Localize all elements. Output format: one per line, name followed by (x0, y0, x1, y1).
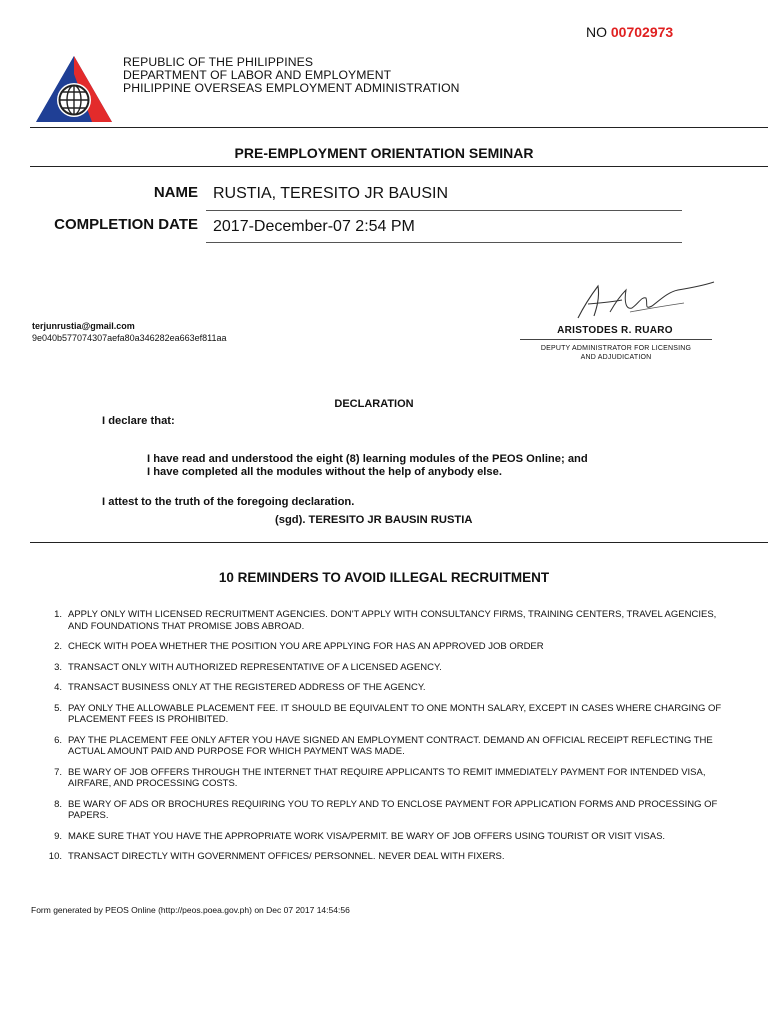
reminder-number: 5. (54, 702, 62, 714)
completion-date-label: COMPLETION DATE (54, 216, 198, 233)
reminder-number: 8. (54, 798, 62, 810)
account-hash: 9e040b577074307aefa80a346282ea663ef811aa (32, 333, 227, 343)
reminder-item (40, 831, 730, 843)
completion-date-value: 2017-December-07 2:54 PM (213, 218, 415, 235)
name-label: NAME (153, 184, 198, 201)
reminder-text: PAY THE PLACEMENT FEE ONLY AFTER YOU HAVE SIGNED AN EMPLOYMENT CONTRACT. DEMAND AN OFFICIAL RECEIPT REFLECTING THE ACTUAL AMOUNT PAID AND PURPOSE FOR WHICH PAYMENT WAS MADE. (68, 734, 713, 757)
reminder-item (40, 662, 730, 674)
reminders-list (40, 609, 730, 872)
reminder-number: 2. (54, 641, 62, 652)
reminder-text: BE WARY OF JOB OFFERS THROUGH THE INTERNET THAT REQUIRE APPLICANTS TO REMIT IMMEDIATELY PAYMENT FOR INTENDED VISA, AIRFARE, AND PROCESSING COSTS. (68, 766, 706, 789)
reminder-text: MAKE SURE THAT YOU HAVE THE APPROPRIATE WORK VISA/PERMIT. BE WARY OF JOB OFFERS USING TOURIST OR VISIT VISAS. (68, 830, 666, 842)
agency-republic: REPUBLIC OF THE PHILIPPINES (123, 55, 314, 69)
reminder-item (40, 609, 730, 632)
reminder-number: 1. (54, 609, 62, 620)
declaration-heading: DECLARATION (334, 398, 414, 410)
reminder-item (40, 641, 730, 653)
poea-logo-icon (34, 54, 114, 124)
name-underline (206, 210, 682, 211)
reminder-item (40, 735, 730, 758)
divider-title (30, 166, 768, 167)
reminder-text: APPLY ONLY WITH LICENSED RECRUITMENT AGENCIES. DON'T APPLY WITH CONSULTANCY FIRMS, TRAINING CENTERS, TRAVEL AGENCIES, AND FOUNDATIONS THAT PROMISE JOBS ABROAD. (68, 609, 717, 632)
reminder-item (40, 703, 730, 726)
reminder-text: PAY ONLY THE ALLOWABLE PLACEMENT FEE. IT SHOULD BE EQUIVALENT TO ONE MONTH SALARY, EXCEPT IN CASES WHERE CHARGING OF PLACEMENT FEES IS PROHIBITED. (68, 702, 722, 725)
declaration-intro: I declare that: (102, 415, 175, 427)
signatory-name: ARISTODES R. RUARO (557, 325, 673, 336)
name-value: RUSTIA, TERESITO JR BAUSIN (213, 185, 449, 202)
reminder-text: TRANSACT ONLY WITH AUTHORIZED REPRESENTATIVE OF A LICENSED AGENCY. (68, 661, 442, 673)
signature-graphic (560, 276, 720, 324)
divider-declaration (30, 542, 768, 543)
certificate-number-value: 00702973 (610, 24, 674, 40)
certificate-number (586, 24, 673, 40)
divider-top (30, 127, 768, 128)
reminders-title: 10 REMINDERS TO AVOID ILLEGAL RECRUITMENT (218, 570, 550, 585)
reminder-item (40, 799, 730, 822)
seminar-title: PRE-EMPLOYMENT ORIENTATION SEMINAR (234, 145, 534, 161)
completion-date-underline (206, 242, 682, 243)
reminder-text: TRANSACT DIRECTLY WITH GOVERNMENT OFFICES/ PERSONNEL. NEVER DEAL WITH FIXERS. (68, 851, 505, 862)
agency-department: DEPARTMENT OF LABOR AND EMPLOYMENT (123, 68, 392, 82)
form-footer: Form generated by PEOS Online (http://peos.poea.gov.ph) on Dec 07 2017 14:54:56 (31, 905, 350, 915)
agency-administration: PHILIPPINE OVERSEAS EMPLOYMENT ADMINISTRATION (123, 81, 460, 95)
reminder-item (40, 851, 730, 863)
declaration-line-1: I have read and understood the eight (8) learning modules of the PEOS Online; and (147, 453, 588, 465)
reminder-text: BE WARY OF ADS OR BROCHURES REQUIRING YOU TO REPLY AND TO ENCLOSE PAYMENT FOR APPLICATION FORMS AND PROCESSING OF PAPERS. (68, 798, 718, 821)
reminder-number: 9. (54, 830, 62, 842)
signatory-title-line2: AND ADJUDICATION (580, 354, 652, 361)
reminder-number: 7. (54, 766, 62, 778)
declaration-line-2: I have completed all the modules without the help of anybody else. (147, 466, 502, 478)
account-email: terjunrustia@gmail.com (32, 321, 135, 331)
reminder-number: 6. (54, 734, 62, 746)
reminder-text: TRANSACT BUSINESS ONLY AT THE REGISTERED ADDRESS OF THE AGENCY. (68, 682, 426, 693)
declaration-attest: I attest to the truth of the foregoing declaration. (102, 496, 355, 508)
reminder-text: CHECK WITH POEA WHETHER THE POSITION YOU ARE APPLYING FOR HAS AN APPROVED JOB ORDER (68, 641, 544, 652)
reminder-number: 4. (54, 682, 62, 693)
declaration-signed: (sgd). TERESITO JR BAUSIN RUSTIA (275, 514, 473, 526)
signatory-title-line1: DEPUTY ADMINISTRATOR FOR LICENSING (540, 345, 692, 352)
reminder-number: 10. (48, 851, 62, 862)
reminder-item (40, 767, 730, 790)
signatory-underline (520, 339, 712, 340)
reminder-item (40, 682, 730, 694)
reminder-number: 3. (54, 661, 62, 673)
certificate-number-label: NO (586, 24, 607, 40)
